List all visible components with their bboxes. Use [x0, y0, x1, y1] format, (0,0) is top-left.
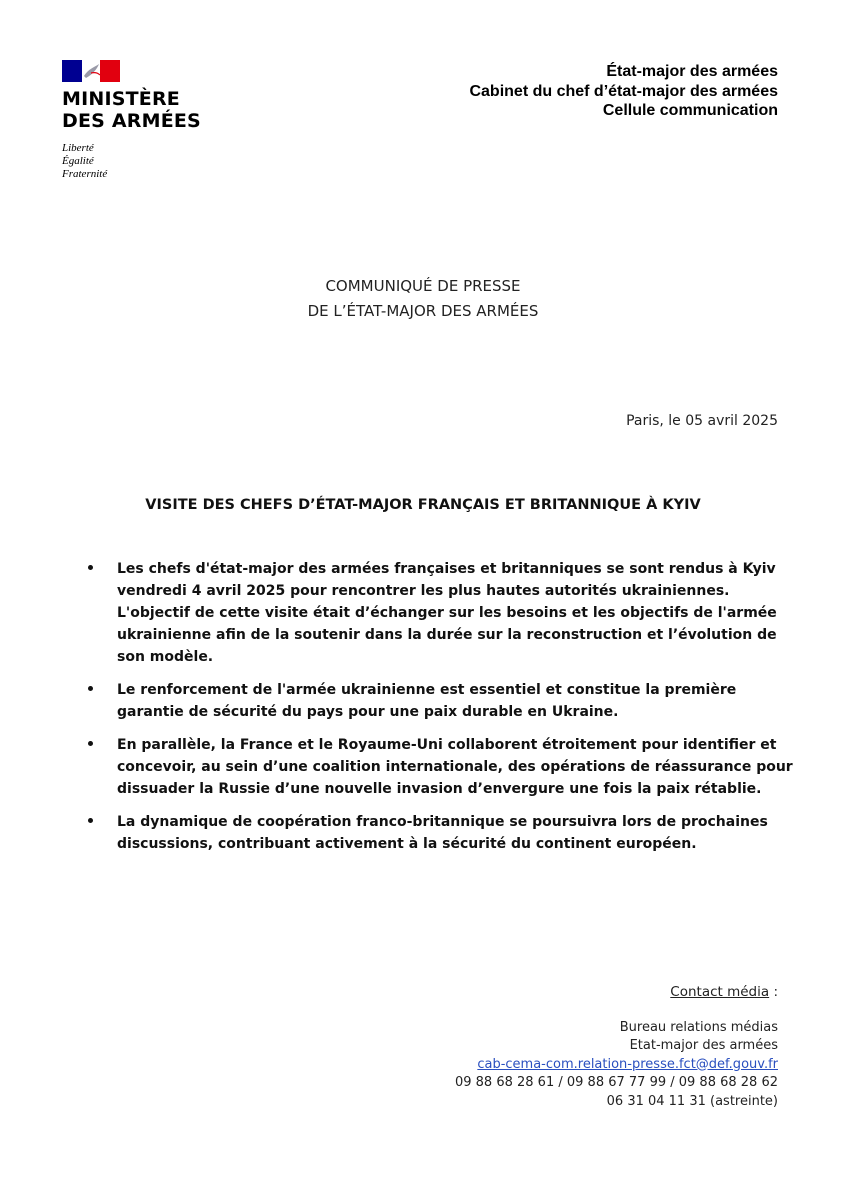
- list-item: Les chefs d'état-major des armées françaises et britanniques se sont rendus à Kyiv vendredi 4 avril 2025 pour rencontrer les plus hautes autorités ukrainiennes. L'objectif de cette visite était d’échanger sur les besoins et les objectifs de l'armée ukrainienne afin de la soutenir dans la durée sur la reconstruction et l’évolution de son modèle.: [88, 558, 803, 668]
- press-release-headline: VISITE DES CHEFS D’ÉTAT-MAJOR FRANÇAIS ET BRITANNIQUE À KYIV: [145, 497, 701, 513]
- ministry-logo: [62, 60, 201, 181]
- contact-email-link[interactable]: cab-cema-com.relation-presse.fct@def.gouv.fr: [477, 1056, 778, 1072]
- issuer-line: État-major des armées: [606, 63, 778, 80]
- contact-oncall-phone: 06 31 04 11 31 (astreinte): [606, 1093, 778, 1109]
- republic-motto: Liberté Égalité Fraternité: [62, 142, 108, 180]
- marianne-flag-icon: [62, 60, 120, 82]
- contact-heading: Contact média :: [670, 984, 778, 1000]
- list-item: La dynamique de coopération franco-britannique se poursuivra lors de prochaines discussions, contribuant activement à la sécurité du continent européen.: [88, 811, 803, 855]
- bullet-list: [88, 558, 803, 866]
- ministry-name: MINISTÈRE DES ARMÉES: [62, 88, 201, 132]
- contact-phones: 09 88 68 28 61 / 09 88 67 77 99 / 09 88 68 28 62: [454, 1075, 778, 1090]
- bullet-icon: [88, 818, 93, 823]
- list-item: Le renforcement de l'armée ukrainienne est essentiel et constitue la première garantie de sécurité du pays pour une paix durable en Ukraine.: [88, 679, 803, 723]
- document-title: COMMUNIQUÉ DE PRESSE DE L’ÉTAT-MAJOR DES ARMÉES: [307, 277, 539, 320]
- list-item: En parallèle, la France et le Royaume-Uni collaborent étroitement pour identifier et concevoir, au sein d’une coalition internationale, des opérations de réassurance pour dissuader la Russie d’une nouvelle invasion d’envergure une fois la paix rétablie.: [88, 734, 803, 800]
- document-date: Paris, le 05 avril 2025: [626, 413, 778, 429]
- media-contact: [455, 983, 778, 1111]
- issuer-line: Cellule communication: [602, 102, 778, 119]
- contact-office: Bureau relations médias: [619, 1019, 778, 1035]
- issuer-line: Cabinet du chef d’état-major des armées: [469, 82, 778, 100]
- issuer-header: [469, 62, 778, 121]
- bullet-icon: [88, 686, 93, 691]
- contact-org: Etat-major des armées: [629, 1038, 778, 1053]
- bullet-icon: [88, 741, 93, 746]
- bullet-icon: [88, 565, 93, 570]
